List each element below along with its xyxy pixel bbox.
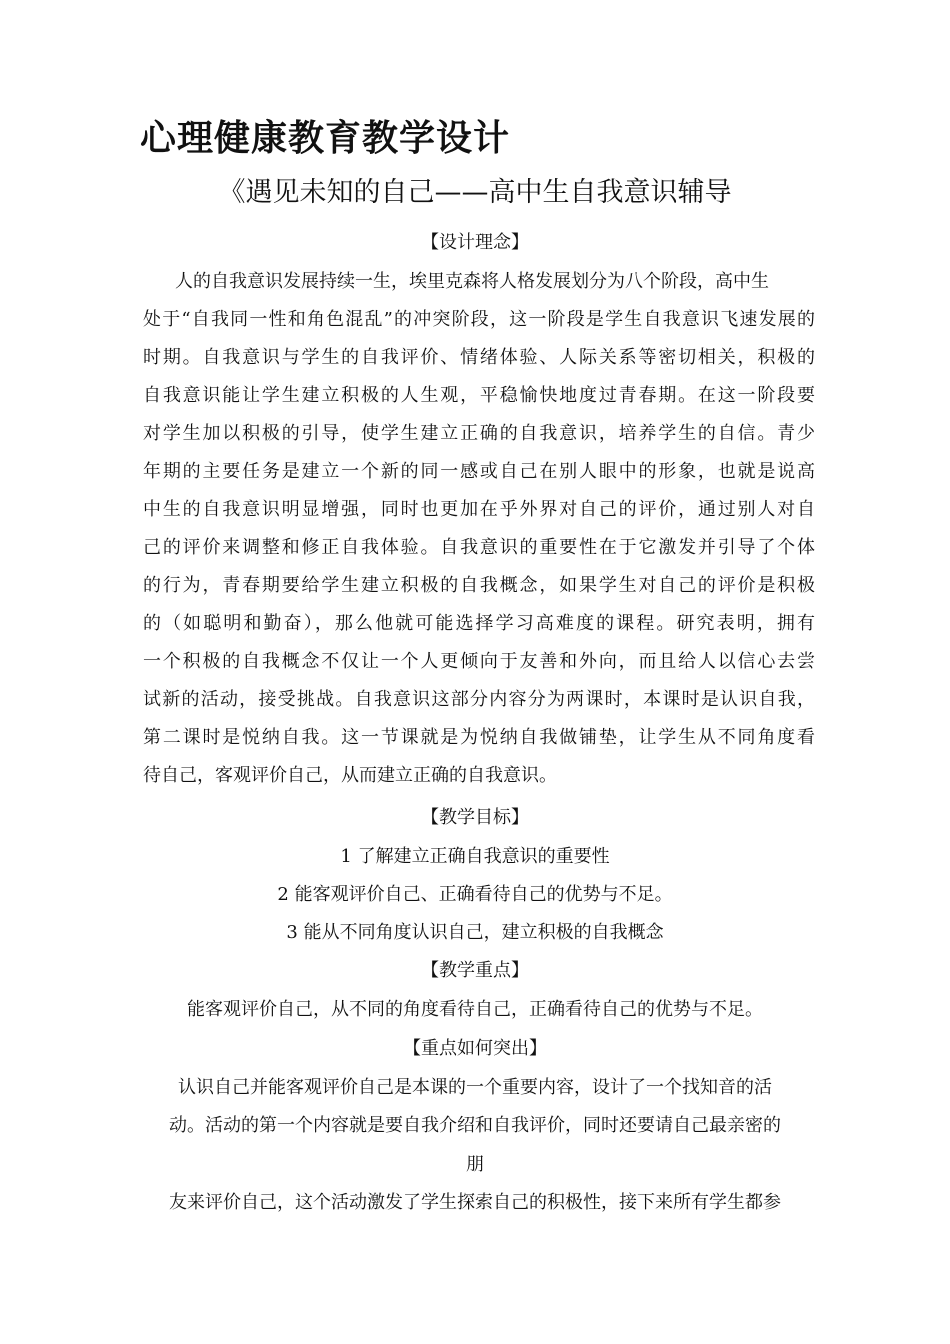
- paragraph-line: 对学生加以积极的引导，使学生建立正确的自我意识，培养学生的自信。青少: [143, 423, 815, 444]
- paragraph-line: 认识自己并能客观评价自己是本课的一个重要内容，设计了一个找知音的活: [178, 1077, 772, 1098]
- paragraph-line: 朋: [466, 1154, 484, 1175]
- paragraph-line: 时期。自我意识与学生的自我评价、情绪体验、人际关系等密切相关，积极的: [143, 347, 815, 368]
- paragraph-line: 待自己，客观评价自己，从而建立正确的自我意识。: [143, 765, 557, 786]
- document-title: 心理健康教育教学设计: [140, 118, 511, 159]
- paragraph-line: 年期的主要任务是建立一个新的同一感或自己在别人眼中的形象，也就是说高: [143, 461, 815, 482]
- teaching-goal-item: 1 了解建立正确自我意识的重要性: [340, 846, 610, 867]
- paragraph-line: 动。活动的第一个内容就是要自我介绍和自我评价，同时还要请自己最亲密的: [169, 1115, 781, 1136]
- paragraph-line: 中生的自我意识明显增强，同时也更加在乎外界对自己的评价，通过别人对自: [143, 499, 815, 520]
- teaching-goal-item: 3 能从不同角度认识自己，建立积极的自我概念: [286, 922, 664, 943]
- paragraph-line: 一个积极的自我概念不仅让一个人更倾向于友善和外向，而且给人以信心去尝: [143, 651, 815, 672]
- paragraph-line: 处于“自我同一性和角色混乱”的冲突阶段，这一阶段是学生自我意识飞速发展的: [143, 309, 815, 330]
- teaching-goal-item: 2 能客观评价自己、正确看待自己的优势与不足。: [277, 884, 673, 905]
- section-heading-design-concept: 【设计理念】: [421, 232, 529, 253]
- section-heading-teaching-goals: 【教学目标】: [421, 807, 529, 828]
- paragraph-line: 自我意识能让学生建立积极的人生观，平稳愉快地度过青春期。在这一阶段要: [143, 385, 815, 406]
- teaching-focus-text: 能客观评价自己，从不同的角度看待自己，正确看待自己的优势与不足。: [187, 999, 763, 1020]
- section-heading-teaching-focus: 【教学重点】: [421, 960, 529, 981]
- paragraph-line: 的（如聪明和勤奋），那么他就可能选择学习高难度的课程。研究表明，拥有: [143, 613, 815, 634]
- paragraph-line: 第二课时是悦纳自我。这一节课就是为悦纳自我做铺垫，让学生从不同角度看: [143, 727, 815, 748]
- paragraph-line: 人的自我意识发展持续一生，埃里克森将人格发展划分为八个阶段，高中生: [175, 271, 769, 292]
- section-heading-focus-highlight: 【重点如何突出】: [403, 1038, 547, 1059]
- paragraph-line: 的行为，青春期要给学生建立积极的自我概念，如果学生对自己的评价是积极: [143, 575, 815, 596]
- paragraph-line: 友来评价自己，这个活动激发了学生探索自己的积极性，接下来所有学生都参: [169, 1192, 781, 1213]
- paragraph-line: 己的评价来调整和修正自我体验。自我意识的重要性在于它激发并引导了个体: [143, 537, 815, 558]
- paragraph-line: 试新的活动，接受挑战。自我意识这部分内容分为两课时，本课时是认识自我，: [143, 689, 815, 710]
- document-subtitle: 《遇见未知的自己——高中生自我意识辅导: [218, 177, 732, 208]
